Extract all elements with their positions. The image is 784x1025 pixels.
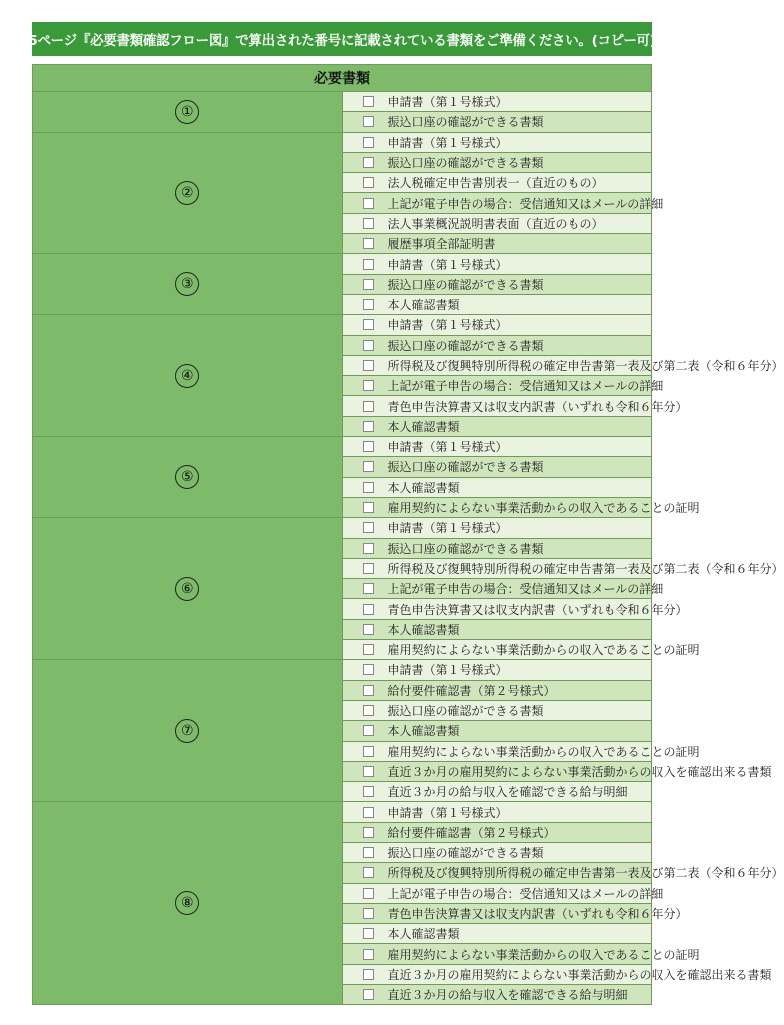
document-label: 振込口座の確認ができる書類 [387, 277, 544, 292]
document-item [342, 985, 652, 1005]
instruction-text: 5ページ『必要書類確認フロー図』で算出された番号に記載されている書類をご準備ください。(コピー可) [28, 33, 656, 49]
checkbox-icon[interactable] [363, 664, 374, 675]
checkbox-icon[interactable] [363, 259, 374, 270]
document-item [342, 660, 652, 680]
document-item [342, 376, 664, 396]
checkbox-icon[interactable] [363, 807, 374, 818]
document-item [342, 315, 652, 335]
group-number-cell [33, 92, 343, 133]
document-label: 雇用契約によらない事業活動からの収入であることの証明 [387, 744, 700, 759]
table-row [33, 254, 652, 274]
group-number-cell [33, 802, 343, 1005]
document-label: 青色申告決算書又は収支内訳書（いずれも令和６年分） [387, 399, 688, 414]
document-item [342, 538, 652, 558]
document-item [342, 335, 652, 355]
checkbox-icon[interactable] [363, 157, 374, 168]
checkbox-icon[interactable] [363, 96, 374, 107]
checkbox-icon[interactable] [363, 685, 374, 696]
document-label: 申請書（第１号様式） [387, 663, 508, 678]
document-item [342, 294, 652, 314]
checkbox-icon[interactable] [363, 725, 374, 736]
table-row [33, 518, 652, 538]
document-label: 直近３か月の雇用契約によらない事業活動からの収入を確認出来る書類 [387, 764, 772, 779]
group-number-cell [33, 315, 343, 437]
checkbox-icon[interactable] [363, 441, 374, 452]
group-number: ③ [175, 272, 199, 296]
table-row [33, 92, 652, 112]
checkbox-icon[interactable] [363, 867, 374, 878]
document-item [342, 234, 652, 254]
checkbox-icon[interactable] [363, 522, 374, 533]
checkbox-icon[interactable] [363, 746, 374, 757]
checkbox-icon[interactable] [363, 928, 374, 939]
document-label: 申請書（第１号様式） [387, 805, 508, 820]
document-item [342, 396, 688, 416]
checkbox-icon[interactable] [363, 482, 374, 493]
document-item [342, 193, 664, 213]
checkbox-icon[interactable] [363, 401, 374, 412]
document-item [342, 680, 652, 700]
document-item [342, 761, 772, 781]
document-label: 直近３か月の給与収入を確認できる給与明細 [387, 988, 628, 1003]
document-label: 申請書（第１号様式） [387, 521, 508, 536]
checkbox-icon[interactable] [363, 116, 374, 127]
document-label: 振込口座の確認ができる書類 [387, 704, 544, 719]
instruction-banner [28, 22, 656, 56]
document-label: 上記が電子申告の場合：受信通知又はメールの詳細 [387, 582, 664, 597]
checkbox-icon[interactable] [363, 624, 374, 635]
document-label: 上記が電子申告の場合：受信通知又はメールの詳細 [387, 379, 664, 394]
checkbox-icon[interactable] [363, 888, 374, 899]
checkbox-icon[interactable] [363, 766, 374, 777]
document-label: 上記が電子申告の場合：受信通知又はメールの詳細 [387, 196, 664, 211]
document-item [342, 944, 700, 964]
document-item [342, 883, 664, 903]
document-item [342, 842, 652, 862]
document-item [342, 213, 652, 233]
document-item [342, 112, 652, 132]
group-number-cell [33, 518, 343, 660]
checkbox-icon[interactable] [363, 705, 374, 716]
table-row [33, 437, 652, 457]
document-item [342, 152, 652, 172]
document-item [342, 355, 784, 375]
checkbox-icon[interactable] [363, 827, 374, 838]
document-item [342, 903, 688, 923]
document-label: 所得税及び復興特別所得税の確定申告書第一表及び第二表（令和６年分） [387, 561, 784, 576]
checkbox-icon[interactable] [363, 380, 374, 391]
checkbox-icon[interactable] [363, 949, 374, 960]
document-item [342, 822, 652, 842]
checkbox-icon[interactable] [363, 198, 374, 209]
document-item [342, 92, 652, 112]
checkbox-icon[interactable] [363, 319, 374, 330]
table-header-row [33, 65, 652, 92]
document-label: 申請書（第１号様式） [387, 440, 508, 455]
document-label: 雇用契約によらない事業活動からの収入であることの証明 [387, 643, 700, 658]
document-label: 申請書（第１号様式） [387, 318, 508, 333]
table-row [33, 802, 652, 822]
table-header: 必要書類 [33, 65, 652, 92]
table-row [33, 132, 652, 152]
required-documents-table [32, 64, 784, 1005]
group-number: ① [175, 100, 199, 124]
document-label: 振込口座の確認ができる書類 [387, 115, 544, 130]
document-item [342, 640, 700, 660]
document-item [342, 802, 652, 822]
checkbox-icon[interactable] [363, 583, 374, 594]
document-label: 本人確認書類 [387, 480, 460, 495]
document-label: 振込口座の確認ができる書類 [387, 846, 544, 861]
document-label: 青色申告決算書又は収支内訳書（いずれも令和６年分） [387, 602, 688, 617]
group-number-cell [33, 254, 343, 315]
group-number: ② [175, 181, 199, 205]
checkbox-icon[interactable] [363, 786, 374, 797]
document-item [342, 619, 652, 639]
document-item [342, 477, 652, 497]
table-row [33, 660, 652, 680]
document-label: 青色申告決算書又は収支内訳書（いずれも令和６年分） [387, 907, 688, 922]
document-label: 上記が電子申告の場合：受信通知又はメールの詳細 [387, 886, 664, 901]
document-label: 本人確認書類 [387, 724, 460, 739]
document-item [342, 132, 652, 152]
document-item [342, 964, 772, 984]
document-label: 給付要件確認書（第２号様式） [387, 825, 556, 840]
document-item [342, 863, 784, 883]
checkbox-icon[interactable] [363, 989, 374, 1000]
document-label: 所得税及び復興特別所得税の確定申告書第一表及び第二表（令和６年分） [387, 866, 784, 881]
document-item [342, 599, 688, 619]
document-item [342, 558, 784, 578]
checkbox-icon[interactable] [363, 644, 374, 655]
document-label: 本人確認書類 [387, 622, 460, 637]
document-item [342, 924, 652, 944]
document-label: 本人確認書類 [387, 419, 460, 434]
document-item [342, 416, 652, 436]
document-label: 雇用契約によらない事業活動からの収入であることの証明 [387, 501, 700, 516]
checkbox-icon[interactable] [363, 604, 374, 615]
document-label: 給付要件確認書（第２号様式） [387, 683, 556, 698]
document-item [342, 700, 652, 720]
document-label: 振込口座の確認ができる書類 [387, 156, 544, 171]
checkbox-icon[interactable] [363, 299, 374, 310]
checkbox-icon[interactable] [363, 502, 374, 513]
document-label: 申請書（第１号様式） [387, 135, 508, 150]
checkbox-icon[interactable] [363, 908, 374, 919]
checkbox-icon[interactable] [363, 969, 374, 980]
document-label: 直近３か月の給与収入を確認できる給与明細 [387, 785, 628, 800]
document-label: 直近３か月の雇用契約によらない事業活動からの収入を確認出来る書類 [387, 967, 772, 982]
document-label: 本人確認書類 [387, 298, 460, 313]
document-label: 振込口座の確認ができる書類 [387, 338, 544, 353]
group-number-cell [33, 132, 343, 254]
checkbox-icon[interactable] [363, 238, 374, 249]
document-item [342, 579, 664, 599]
document-label: 法人事業概況説明書表面（直近のもの） [387, 216, 604, 231]
table-row [33, 315, 652, 335]
group-number: ④ [175, 364, 199, 388]
document-item [342, 173, 652, 193]
document-item [342, 457, 652, 477]
checkbox-icon[interactable] [363, 563, 374, 574]
group-number: ⑥ [175, 577, 199, 601]
checkbox-icon[interactable] [363, 543, 374, 554]
checkbox-icon[interactable] [363, 421, 374, 432]
document-label: 申請書（第１号様式） [387, 95, 508, 110]
checkbox-icon[interactable] [363, 360, 374, 371]
document-label: 振込口座の確認ができる書類 [387, 541, 544, 556]
checkbox-icon[interactable] [363, 279, 374, 290]
document-label: 所得税及び復興特別所得税の確定申告書第一表及び第二表（令和６年分） [387, 359, 784, 373]
document-item [342, 437, 652, 457]
document-label: 雇用契約によらない事業活動からの収入であることの証明 [387, 947, 700, 962]
checkbox-icon[interactable] [363, 177, 374, 188]
checkbox-icon[interactable] [363, 137, 374, 148]
checkbox-icon[interactable] [363, 461, 374, 472]
document-item [342, 721, 652, 741]
group-number-cell [33, 660, 343, 802]
document-item [342, 497, 700, 517]
group-number: ⑧ [175, 891, 199, 915]
document-item [342, 518, 652, 538]
document-item [342, 254, 652, 274]
checkbox-icon[interactable] [363, 847, 374, 858]
group-number-cell [33, 437, 343, 518]
document-item [342, 782, 652, 802]
document-label: 法人税確定申告書別表一（直近のもの） [387, 176, 604, 191]
checkbox-icon[interactable] [363, 218, 374, 229]
group-number: ⑦ [175, 719, 199, 743]
document-label: 振込口座の確認ができる書類 [387, 460, 544, 475]
group-number: ⑤ [175, 465, 199, 489]
document-label: 申請書（第１号様式） [387, 257, 508, 272]
checkbox-icon[interactable] [363, 340, 374, 351]
document-item [342, 274, 652, 294]
document-item [342, 741, 700, 761]
table-body [33, 92, 784, 1005]
document-label: 本人確認書類 [387, 927, 460, 942]
document-label: 履歴事項全部証明書 [387, 237, 496, 252]
